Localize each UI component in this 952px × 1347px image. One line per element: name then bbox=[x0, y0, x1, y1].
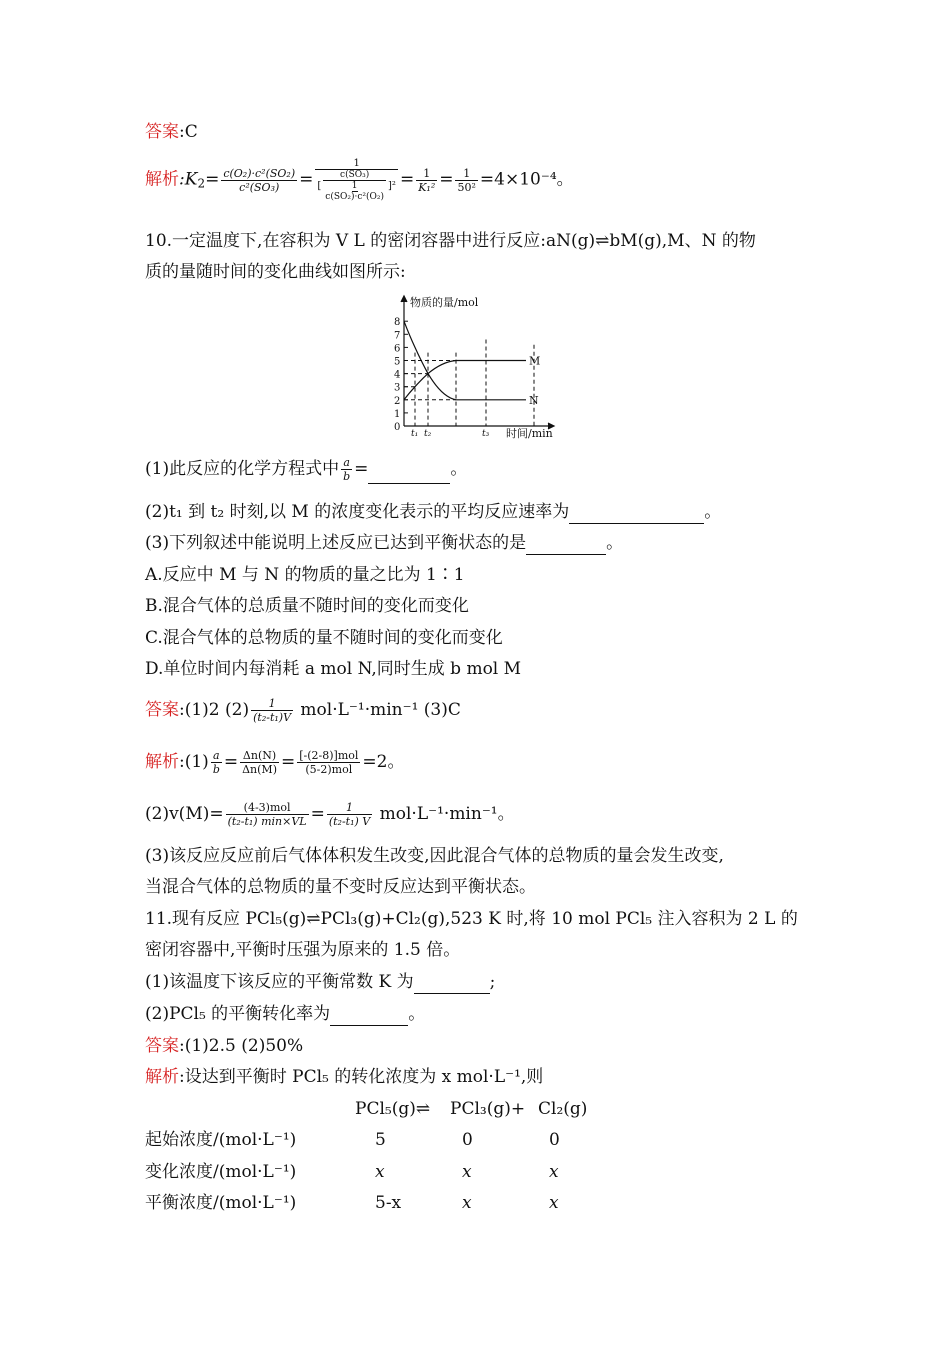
y-tick-label: 8 bbox=[394, 317, 401, 329]
x-tick-label: t₂ bbox=[424, 429, 432, 439]
table-header-pcl5: PCl₅(g)⇌ bbox=[355, 1099, 431, 1119]
answer-part1: :(1)2 (2) bbox=[179, 700, 250, 720]
answer-value: :C bbox=[179, 122, 198, 142]
k2-fraction-2 bbox=[315, 158, 398, 202]
frac-numerator: Δn(N) bbox=[240, 749, 279, 763]
table-cell: x bbox=[549, 1162, 559, 1182]
y-tick-label: 4 bbox=[394, 369, 401, 381]
q10-answer-line bbox=[145, 695, 461, 725]
x-tick-label: t₃ bbox=[482, 429, 490, 439]
nested-power: ]² bbox=[388, 180, 396, 192]
x-tick-label: t₁ bbox=[411, 429, 419, 439]
table-row-label: 平衡浓度/(mol·L⁻¹) bbox=[145, 1193, 297, 1213]
q11-q1-end: ; bbox=[489, 972, 496, 992]
table-header-pcl3: PCl₃(g)+ bbox=[450, 1099, 526, 1119]
frac-denominator: 50² bbox=[457, 180, 476, 194]
q9-answer-line bbox=[145, 120, 198, 144]
q10-stem-line1: 10.一定温度下,在容积为 V L 的密闭容器中进行反应:aN(g)⇌bM(g),M、N 的物 bbox=[145, 231, 756, 251]
y-tick-label: 6 bbox=[394, 343, 401, 355]
nested-inner-num: 1 bbox=[351, 181, 358, 191]
frac-numerator: 1 bbox=[315, 158, 398, 170]
y-axis-arrow bbox=[401, 296, 407, 302]
q11-analysis-line bbox=[145, 1065, 543, 1089]
series-label-M: M bbox=[529, 354, 541, 368]
q11-q2-end: 。 bbox=[408, 1004, 426, 1024]
nested-inner-den: c(SO₂)·c²(O₂) bbox=[325, 192, 385, 202]
frac-denominator: Δn(M) bbox=[242, 763, 277, 776]
delta-fraction bbox=[240, 749, 279, 776]
answer-blank[interactable] bbox=[526, 537, 606, 555]
q10-q1-eq: = bbox=[354, 459, 369, 479]
q9-analysis-line: 解析$:K_2=$ $\frac{\text{c(O₂)·c²(SO₂)}}{\text{c²(SO₃)}}$ = 1 [ c(SO₃) 1 c(SO₂)·c²(O₂) ]² = $\frac{1}{\text{K₁²}}$ = $\frac{1}{\text{50²}}$ =4×10⁻⁴。 bbox=[145, 158, 574, 202]
q10-q3-text: (3)下列叙述中能说明上述反应已达到平衡状态的是 bbox=[145, 533, 527, 553]
option-c: C.混合气体的总物质的量不随时间的变化而变化 bbox=[145, 628, 503, 648]
frac-denominator: b bbox=[212, 763, 220, 776]
frac-denominator: (t₂-t₁)V bbox=[253, 711, 292, 724]
q11-q1-line bbox=[145, 970, 495, 994]
table-cell: x bbox=[375, 1162, 385, 1182]
analysis-label: 解析 bbox=[145, 169, 179, 190]
table-header-cl2: Cl₂(g) bbox=[538, 1099, 588, 1119]
option-b: B.混合气体的总质量不随时间的变化而变化 bbox=[145, 596, 469, 616]
table-cell: x bbox=[462, 1193, 472, 1213]
mol-fraction bbox=[297, 749, 360, 776]
frac-denominator: b bbox=[343, 470, 351, 483]
ab-fraction bbox=[341, 456, 352, 483]
velocity-fraction bbox=[226, 801, 309, 828]
y-tick-label: 7 bbox=[394, 330, 401, 342]
analysis-end: =2。 bbox=[362, 752, 405, 772]
y-tick-label: 0 bbox=[394, 422, 401, 433]
answer-blank[interactable] bbox=[368, 466, 450, 484]
q10-q3-line bbox=[145, 531, 623, 555]
rate-fraction bbox=[251, 697, 293, 724]
analysis-label: 解析 bbox=[145, 1067, 179, 1087]
q11-q2-line bbox=[145, 1002, 425, 1026]
q11-stem-line1: 11.现有反应 PCl₅(g)⇌PCl₃(g)+Cl₂(g),523 K 时,将 10 mol PCl₅ 注入容积为 2 L 的 bbox=[145, 909, 798, 929]
q10-analysis-line2: (2)v(M)= $\frac{\text{(4-3)mol}}{\text{(t₂-t₁) min×VL}}$ = $\frac{1}{\text{(t₂-t₁) V}}$ mol·L⁻¹·min⁻¹。 bbox=[145, 801, 515, 828]
table-row-label: 变化浓度/(mol·L⁻¹) bbox=[145, 1162, 297, 1182]
analysis-prefix: :(1) bbox=[179, 752, 209, 772]
q10-analysis-line4: 当混合气体的总物质的量不变时反应达到平衡状态。 bbox=[145, 877, 536, 897]
answer-part2: mol·L⁻¹·min⁻¹ (3)C bbox=[295, 700, 461, 720]
table-cell: x bbox=[462, 1162, 472, 1182]
y-axis-label: 物质的量/mol bbox=[410, 296, 479, 309]
frac-numerator: c(O₂)·c²(SO₂) bbox=[223, 166, 296, 180]
answer-label: 答案 bbox=[145, 122, 179, 142]
table-cell: 5-x bbox=[375, 1193, 402, 1213]
y-tick-label: 1 bbox=[394, 408, 401, 420]
q11-answer-line bbox=[145, 1034, 303, 1058]
q10-analysis-line3: (3)该反应反应前后气体体积发生改变,因此混合气体的总物质的量会发生改变, bbox=[145, 846, 724, 866]
frac-numerator: 1 bbox=[416, 167, 437, 181]
option-a: A.反应中 M 与 N 的物质的量之比为 1∶1 bbox=[145, 565, 465, 585]
answer-label: 答案 bbox=[145, 1036, 179, 1056]
k2-subscript: 2 bbox=[197, 176, 206, 191]
frac-denominator: (5-2)mol bbox=[305, 763, 353, 776]
x-axis-label: 时间/min bbox=[506, 427, 553, 439]
analysis-text: :设达到平衡时 PCl₅ 的转化浓度为 x mol·L⁻¹,则 bbox=[179, 1067, 544, 1087]
answer-blank[interactable] bbox=[569, 506, 704, 524]
k2-fraction-1 bbox=[221, 167, 297, 194]
analysis-label: 解析 bbox=[145, 752, 179, 772]
q11-q1-text: (1)该温度下该反应的平衡常数 K 为 bbox=[145, 972, 414, 992]
k2-fraction-4 bbox=[455, 167, 477, 194]
ab-fraction bbox=[211, 749, 222, 776]
frac-denominator-nested: [ c(SO₃) 1 c(SO₂)·c²(O₂) ]² bbox=[317, 170, 396, 202]
q11-q2-text: (2)PCl₅ 的平衡转化率为 bbox=[145, 1004, 331, 1024]
y-tick-label: 5 bbox=[394, 356, 401, 368]
nested-fraction bbox=[323, 170, 386, 202]
frac-denominator: (t₂-t₁) V bbox=[328, 815, 371, 828]
frac-numerator: 1 bbox=[455, 167, 477, 181]
nested-denominator bbox=[323, 181, 386, 202]
q10-q3-end: 。 bbox=[606, 533, 624, 553]
nested-numerator: c(SO₃) bbox=[323, 170, 386, 181]
frac-numerator: a bbox=[341, 456, 352, 470]
frac-numerator: 1 bbox=[251, 697, 293, 711]
k2-symbol: :K bbox=[179, 169, 198, 190]
frac-denominator: c²(SO₃) bbox=[239, 180, 280, 194]
y-tick-label: 2 bbox=[394, 395, 401, 407]
q10-q1-text: (1)此反应的化学方程式中 bbox=[145, 459, 340, 479]
table-cell: 0 bbox=[549, 1130, 560, 1150]
table-cell: 0 bbox=[462, 1130, 473, 1150]
table-cell: 5 bbox=[375, 1130, 386, 1150]
series-label-N: N bbox=[529, 393, 539, 407]
velocity-fraction-2 bbox=[327, 801, 372, 828]
k2-fraction-3 bbox=[416, 167, 437, 194]
option-d: D.单位时间内每消耗 a mol N,同时生成 b mol M bbox=[145, 659, 522, 679]
answer-blank[interactable] bbox=[330, 1008, 408, 1026]
q10-q2-text: (2)t₁ 到 t₂ 时刻,以 M 的浓度变化表示的平均反应速率为 bbox=[145, 502, 570, 522]
q11-stem-line2: 密闭容器中,平衡时压强为原来的 1.5 倍。 bbox=[145, 940, 461, 960]
k2-result: =4×10⁻⁴。 bbox=[479, 169, 574, 190]
q10-analysis-line1: 解析:(1) $\frac{a}{b}$ = $\frac{\Delta n(N)}{\Delta n(M)}$ = $\frac{\text{[-(2-8)]mol}}{\text{(5-2)mol}}$ =2。 bbox=[145, 749, 405, 776]
q10-q1-line bbox=[145, 454, 467, 484]
answer-blank[interactable] bbox=[414, 976, 490, 994]
q10-stem-line2: 质的量随时间的变化曲线如图所示: bbox=[145, 262, 406, 282]
frac-numerator: [-(2-8)]mol bbox=[299, 749, 359, 762]
answer-label: 答案 bbox=[145, 700, 179, 720]
q10-chart bbox=[388, 291, 578, 439]
q10-q1-end: 。 bbox=[450, 459, 468, 479]
y-tick-label: 3 bbox=[394, 382, 401, 394]
frac-denominator: (t₂-t₁) min×VL bbox=[227, 815, 307, 828]
q10-q2-line bbox=[145, 500, 721, 524]
q10-q2-end: 。 bbox=[704, 502, 722, 522]
series-line-M bbox=[404, 361, 526, 400]
table-cell: x bbox=[549, 1193, 559, 1213]
analysis-end: mol·L⁻¹·min⁻¹。 bbox=[374, 804, 515, 824]
table-row-label: 起始浓度/(mol·L⁻¹) bbox=[145, 1130, 297, 1150]
frac-numerator: a bbox=[211, 749, 222, 763]
answer-value: :(1)2.5 (2)50% bbox=[179, 1036, 304, 1056]
frac-numerator: (4-3)mol bbox=[226, 801, 309, 815]
frac-denominator: K₁² bbox=[418, 180, 436, 194]
analysis-prefix: (2)v(M)= bbox=[145, 804, 224, 824]
frac-numerator: 1 bbox=[327, 801, 372, 815]
